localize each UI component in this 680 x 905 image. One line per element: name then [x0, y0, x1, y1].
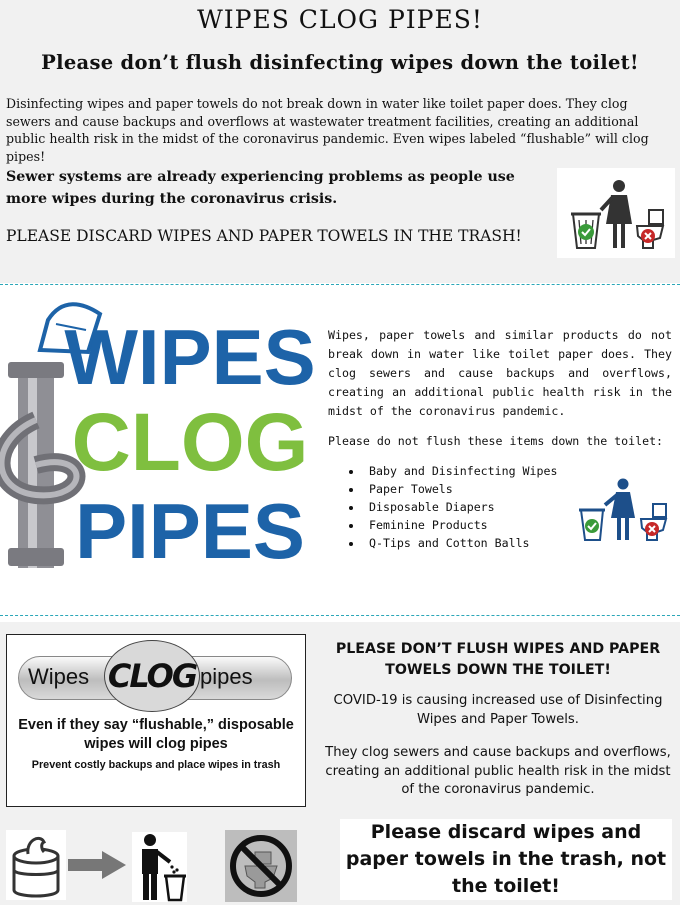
wipes-clog-pipes-logo: [0, 290, 322, 578]
person-trash-icon: [132, 832, 187, 902]
card-logo-clog: CLOG: [104, 640, 200, 712]
logo-word-pipes: PIPES: [75, 487, 305, 575]
trash-and-toilet-icon: [557, 168, 675, 258]
logo-word-clog: CLOG: [71, 397, 309, 488]
list-item: • Paper Towels: [363, 480, 603, 498]
divider-top: [0, 284, 680, 285]
trash-and-toilet-icon: [577, 474, 673, 544]
page-title: WIPES CLOG PIPES!: [197, 5, 483, 34]
divider-bottom: [0, 615, 680, 616]
info-paragraph: Wipes, paper towels and similar products do not break down in water like toilet paper does. They clog sewers and cause backups and overflows, creating an additional public health risk in the midst of the coronavirus pandemic.: [328, 328, 672, 418]
arrow-right-icon: [68, 850, 128, 880]
sewer-warning-text: Sewer systems are already experiencing problems as people use more wipes during the coronavirus crisis.: [6, 169, 515, 207]
card-logo-pipes: pipes: [200, 664, 253, 689]
subtitle: Please don’t flush disinfecting wipes down the toilet!: [41, 51, 639, 74]
covid-paragraph: COVID-19 is causing increased use of Disinfecting Wipes and Paper Towels.: [333, 693, 663, 727]
list-intro: Please do not flush these items down the toilet:: [328, 434, 664, 448]
do-not-flush-list: [341, 462, 603, 552]
list-item: • Q-Tips and Cotton Balls: [363, 534, 603, 552]
section3-heading: PLEASE DON’T FLUSH WIPES AND PAPER TOWELS DOWN THE TOILET!: [335, 641, 661, 678]
discard-instruction: PLEASE DISCARD WIPES AND PAPER TOWELS IN THE TRASH!: [6, 227, 522, 245]
wipes-canister-icon: [6, 830, 66, 900]
list-item: • Baby and Disinfecting Wipes: [363, 462, 603, 480]
card-logo-wipes: Wipes: [28, 664, 90, 689]
list-item: • Disposable Diapers: [363, 498, 603, 516]
no-toilet-icon: [225, 830, 297, 902]
clog-paragraph: They clog sewers and cause backups and overflows, creating an additional public health risk in the midst of the coronavirus pandemic.: [325, 745, 671, 797]
card-flushable-warning: Even if they say “flushable,” disposable wipes will clog pipes: [18, 717, 294, 752]
list-item: • Feminine Products: [363, 516, 603, 534]
closing-instruction: Please discard wipes and paper towels in the trash, not the toilet!: [340, 819, 672, 900]
card-prevent-text: Prevent costly backups and place wipes in trash: [31, 759, 281, 771]
logo-word-wipes: WIPES: [64, 313, 316, 401]
intro-paragraph: Disinfecting wipes and paper towels do not break down in water like toilet paper does. They clog sewers and cause backups and overflows at wastewater treatment facilities, creating an additional public health risk in the midst of the coronavirus pandemic. Even wipes labeled “flushable” will clog pipes!: [6, 96, 649, 164]
